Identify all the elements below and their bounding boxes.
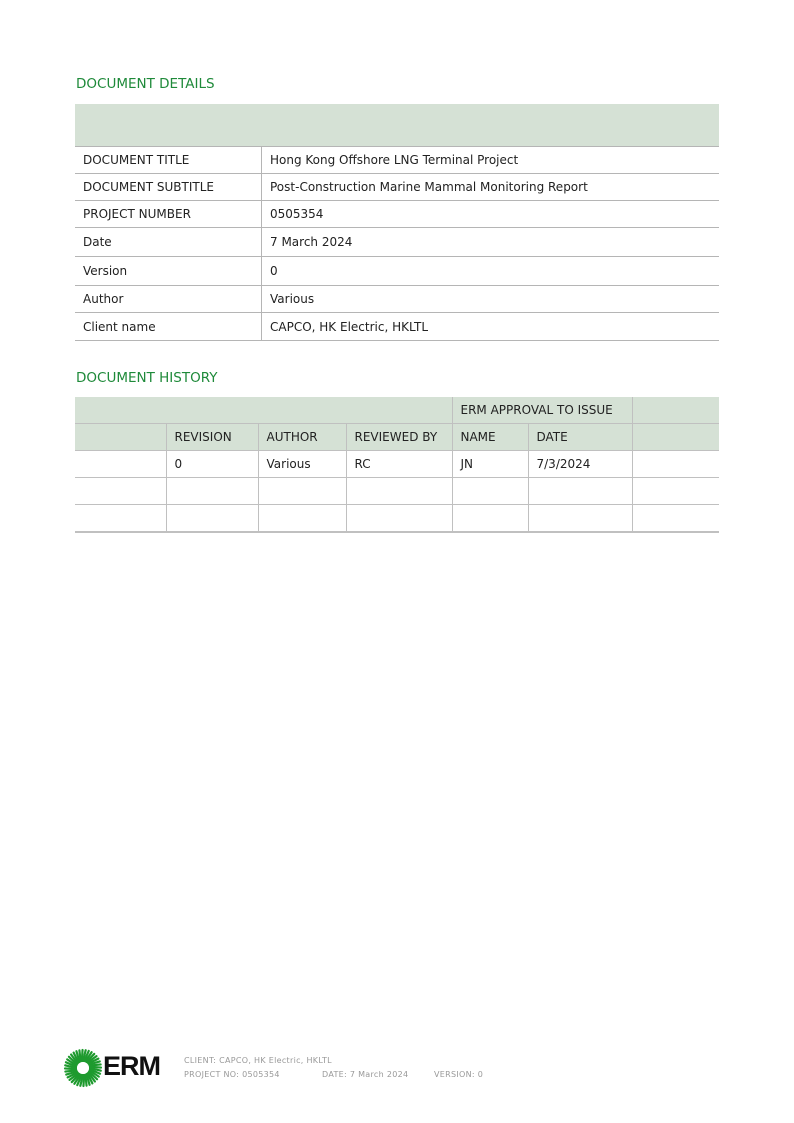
table-row (75, 257, 719, 286)
row-value: CAPCO, HK Electric, HKLTL (262, 313, 720, 341)
cell (632, 451, 719, 478)
cell (528, 478, 632, 505)
table-header-band (75, 104, 719, 147)
cell (452, 478, 528, 505)
footer-date: DATE: 7 March 2024 (322, 1070, 409, 1079)
group-header-row (75, 397, 719, 424)
column-header (632, 424, 719, 451)
cell (452, 505, 528, 533)
footer-project-no: PROJECT NO: 0505354 (184, 1070, 280, 1079)
cell (346, 505, 452, 533)
row-label: Author (75, 286, 262, 313)
column-header-reviewed-by: REVIEWED BY (346, 424, 452, 451)
row-label: Date (75, 228, 262, 257)
document-history-table (75, 397, 719, 533)
row-value: 0 (262, 257, 720, 286)
row-value: 7 March 2024 (262, 228, 720, 257)
column-header-name: NAME (452, 424, 528, 451)
document-details-table (75, 104, 719, 341)
column-header (75, 424, 166, 451)
table-row (75, 228, 719, 257)
row-value: Post-Construction Marine Mammal Monitoring Report (262, 174, 720, 201)
logo-ray (79, 1050, 80, 1061)
cell: Various (258, 451, 346, 478)
table-row (75, 451, 719, 478)
cell (258, 505, 346, 533)
cell: 7/3/2024 (528, 451, 632, 478)
header-blank (75, 397, 452, 424)
cell (346, 478, 452, 505)
footer-version: VERSION: 0 (434, 1070, 484, 1079)
table-row (75, 286, 719, 313)
cell (258, 478, 346, 505)
table-row (75, 147, 719, 174)
column-header-row (75, 424, 719, 451)
document-history-heading: DOCUMENT HISTORY (76, 370, 218, 386)
cell (166, 505, 258, 533)
column-header-revision: REVISION (166, 424, 258, 451)
cell: 0 (166, 451, 258, 478)
table-row (75, 174, 719, 201)
row-label: Version (75, 257, 262, 286)
erm-logo-text: ERM (103, 1051, 160, 1081)
row-label: DOCUMENT TITLE (75, 147, 262, 174)
footer-client: CLIENT: CAPCO, HK Electric, HKLTL (184, 1056, 332, 1065)
row-value: Various (262, 286, 720, 313)
row-label: Client name (75, 313, 262, 341)
footer (63, 1048, 663, 1092)
table-row (75, 313, 719, 341)
logo-ray (85, 1075, 86, 1086)
table-row (75, 505, 719, 533)
erm-approval-header: ERM APPROVAL TO ISSUE (452, 397, 632, 424)
cell (166, 478, 258, 505)
cell: JN (452, 451, 528, 478)
table-row (75, 201, 719, 228)
cell (632, 478, 719, 505)
erm-sunburst-logo-icon (63, 1048, 103, 1088)
cell (632, 505, 719, 533)
cell: RC (346, 451, 452, 478)
document-details-heading: DOCUMENT DETAILS (76, 76, 215, 92)
cell (75, 451, 166, 478)
row-label: DOCUMENT SUBTITLE (75, 174, 262, 201)
row-label: PROJECT NUMBER (75, 201, 262, 228)
logo-ray (90, 1064, 101, 1065)
column-header-date: DATE (528, 424, 632, 451)
row-value: Hong Kong Offshore LNG Terminal Project (262, 147, 720, 174)
cell (75, 478, 166, 505)
cell (75, 505, 166, 533)
header-blank (632, 397, 719, 424)
column-header-author: AUTHOR (258, 424, 346, 451)
row-value: 0505354 (262, 201, 720, 228)
table-row (75, 478, 719, 505)
logo-ray (65, 1070, 76, 1071)
logo-ray (90, 1067, 101, 1068)
cell (528, 505, 632, 533)
